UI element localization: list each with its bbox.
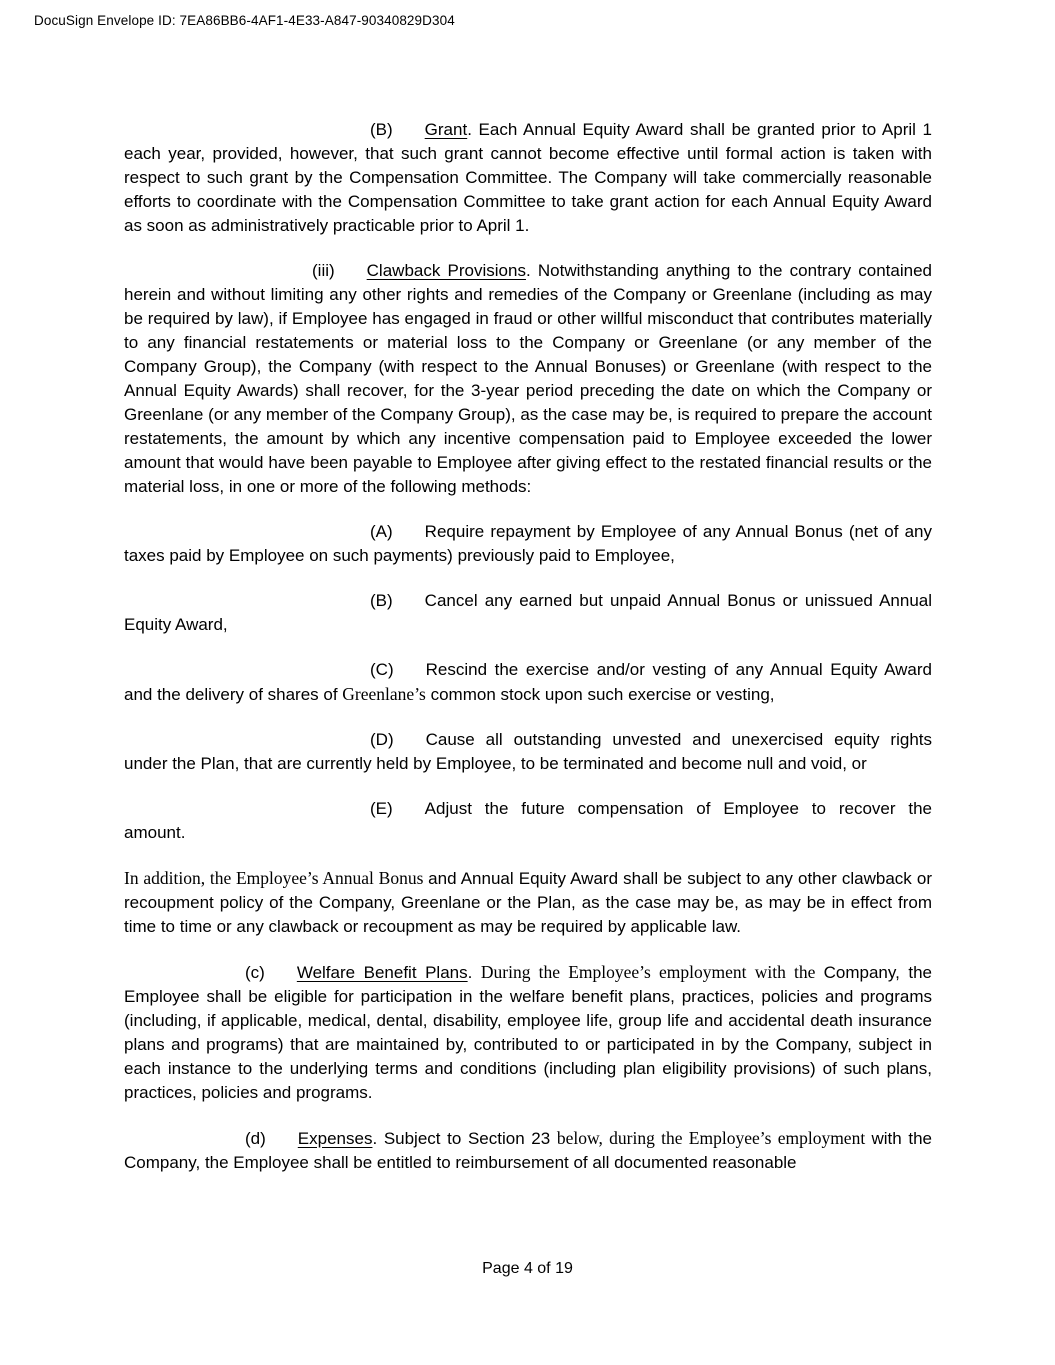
clause-text: Adjust the future compensation of Employee to recover the amount. (124, 799, 932, 842)
clause-heading-welfare: Welfare Benefit Plans (296, 963, 468, 982)
clause-label: (iii) (312, 261, 335, 280)
clause-label: (C) (370, 660, 394, 679)
clause-text-serif: Greenlane’s (342, 684, 426, 704)
clause-heading-clawback: Clawback Provisions (366, 261, 526, 280)
clawback-method-d (124, 728, 932, 776)
clause-text: and Annual Equity Award shall be subject to any other clawback or recoupment policy of the Company, Greenlane or the Plan, as the case may be, as may be in effect from time to time or any clawback or recoupment as may be required by applicable law. (124, 869, 932, 936)
paragraph-clawback-policy (124, 866, 932, 939)
clause-heading-grant: Grant (424, 120, 468, 139)
clause-label: (B) (370, 591, 393, 610)
clause-text: Rescind the exercise and/or vesting of any Annual Equity Award and the delivery of shares of (124, 660, 932, 704)
clawback-method-b (124, 589, 932, 637)
clause-text-serif: In addition, the Employee’s Annual Bonus (124, 868, 429, 888)
clause-text-serif: below, during the Employee’s employment (556, 1128, 872, 1148)
clause-text: . Subject to Section 23 (372, 1129, 557, 1148)
clause-label: (d) (245, 1129, 266, 1148)
docusign-envelope-id: DocuSign Envelope ID: 7EA86BB6-4AF1-4E33-A847-90340829D304 (34, 13, 455, 28)
clause-label: (B) (370, 120, 393, 139)
clawback-method-e (124, 797, 932, 845)
clause-label: (E) (370, 799, 393, 818)
clause-text: common stock upon such exercise or vesting, (425, 685, 775, 704)
paragraph-grant (124, 118, 932, 238)
clause-label: (D) (370, 730, 394, 749)
clause-text: Company, the Employee shall be eligible for participation in the welfare benefit plans, practices, policies and programs (including, if applicable, medical, dental, disability, employee life, group life and accidental death insurance plans and programs) that are maintained by, contributed to or participated in by the Company, subject in each instance to the underlying terms and conditions (including plan eligibility provisions) of such plans, practices, policies and programs. (124, 963, 932, 1102)
page-number: Page 4 of 19 (482, 1260, 573, 1277)
clawback-method-a (124, 520, 932, 568)
clause-heading-expenses: Expenses (297, 1129, 373, 1148)
document-body (124, 118, 932, 1196)
clause-text-serif: During the Employee’s employment with the (480, 962, 824, 982)
clause-text: . Notwithstanding anything to the contrary contained herein and without limiting any other rights and remedies of the Company or Greenlane (including as may be required by law), if Employee has engaged in fraud or other willful misconduct that contributes materially to any financial restatements or material loss to the Company or Greenlane (or any member of the Company Group), the Company (with respect to the Annual Bonuses) or Greenlane (with respect to the Annual Equity Awards) shall recover, for the 3-year period preceding the date on which the Company or Greenlane (or any member of the Company Group), as the case may be, is required to prepare the account restatements, the amount by which any incentive compensation paid to Employee exceeded the lower amount that would have been payable to Employee after giving effect to the restated financial results or the material loss, in one or more of the following methods: (124, 261, 932, 496)
clause-text: . (467, 963, 481, 982)
clause-text: Cancel any earned but unpaid Annual Bonus or unissued Annual Equity Award, (124, 591, 932, 634)
clause-label: (c) (245, 963, 265, 982)
paragraph-welfare-benefit-plans (124, 960, 932, 1105)
paragraph-expenses (124, 1126, 932, 1175)
clause-text: Cause all outstanding unvested and unexercised equity rights under the Plan, that are currently held by Employee, to be terminated and become null and void, or (124, 730, 932, 773)
clause-text: Require repayment by Employee of any Annual Bonus (net of any taxes paid by Employee on such payments) previously paid to Employee, (124, 522, 932, 565)
clawback-method-c (124, 658, 932, 707)
paragraph-clawback-provisions (124, 259, 932, 499)
clause-text: . Each Annual Equity Award shall be granted prior to April 1 each year, provided, however, that such grant cannot become effective until formal action is taken with respect to such grant by the Compensation Committee. The Company will take commercially reasonable efforts to coordinate with the Compensation Committee to take grant action for each Annual Equity Award as soon as administratively practicable prior to April 1. (124, 120, 932, 235)
clause-label: (A) (370, 522, 393, 541)
clause-text: with the Company, the Employee shall be entitled to reimbursement of all documented reasonable (124, 1129, 932, 1172)
